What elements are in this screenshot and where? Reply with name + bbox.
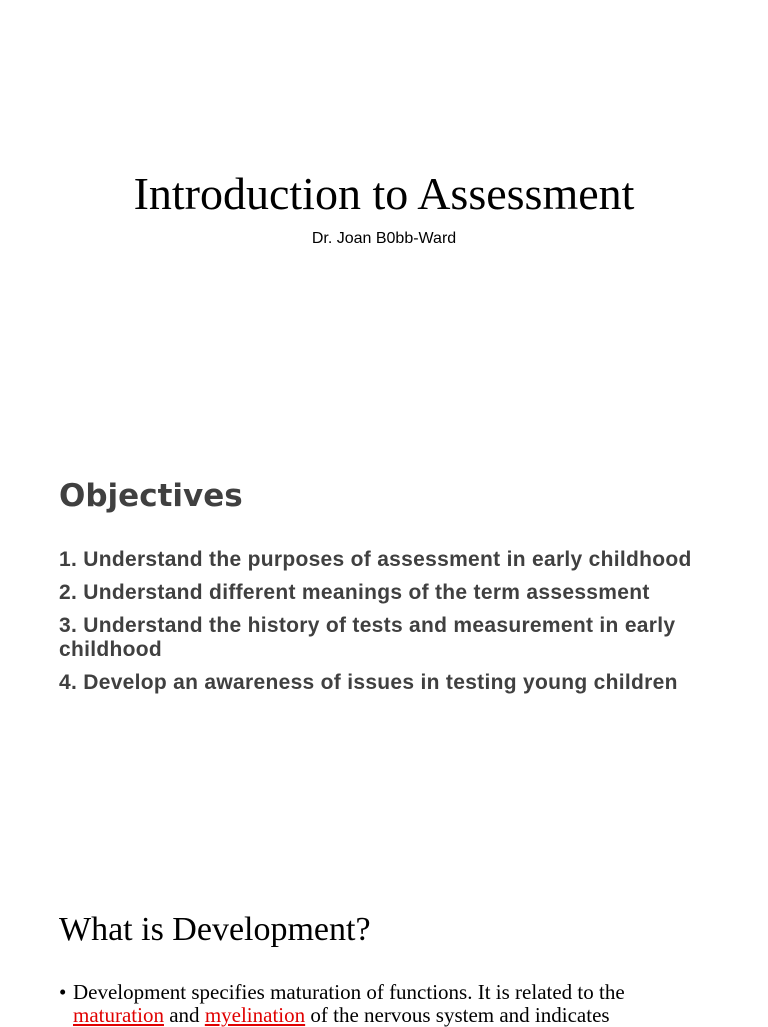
objective-item: 4. Develop an awareness of issues in testing young children bbox=[59, 671, 678, 694]
objectives-heading: Objectives bbox=[59, 478, 243, 514]
presenter-name: Dr. Joan B0bb-Ward bbox=[311, 230, 457, 247]
objective-item: 1. Understand the purposes of assessment in early childhood bbox=[59, 548, 692, 571]
objective-item: 2. Understand different meanings of the term assessment bbox=[59, 581, 650, 604]
slide-objectives bbox=[0, 420, 768, 860]
term-maturation-link[interactable]: maturation bbox=[73, 1003, 164, 1027]
bullet-line-2-rest: of the nervous system and indicates bbox=[310, 1003, 610, 1027]
bullet-marker: • bbox=[59, 980, 67, 1004]
objective-item: 3. Understand the history of tests and measurement in early childhood bbox=[59, 614, 676, 661]
slide-title bbox=[0, 0, 768, 420]
slide-development bbox=[0, 860, 768, 1027]
presentation-title: Introduction to Assessment bbox=[133, 168, 635, 219]
bullet-line-1: Development specifies maturation of functions. It is related to the bbox=[73, 980, 625, 1004]
development-bullet bbox=[59, 981, 699, 1027]
development-heading: What is Development? bbox=[59, 911, 371, 948]
objectives-list bbox=[59, 548, 719, 704]
term-myelination-link[interactable]: myelination bbox=[204, 1003, 306, 1027]
conjunction-text: and bbox=[169, 1003, 200, 1027]
